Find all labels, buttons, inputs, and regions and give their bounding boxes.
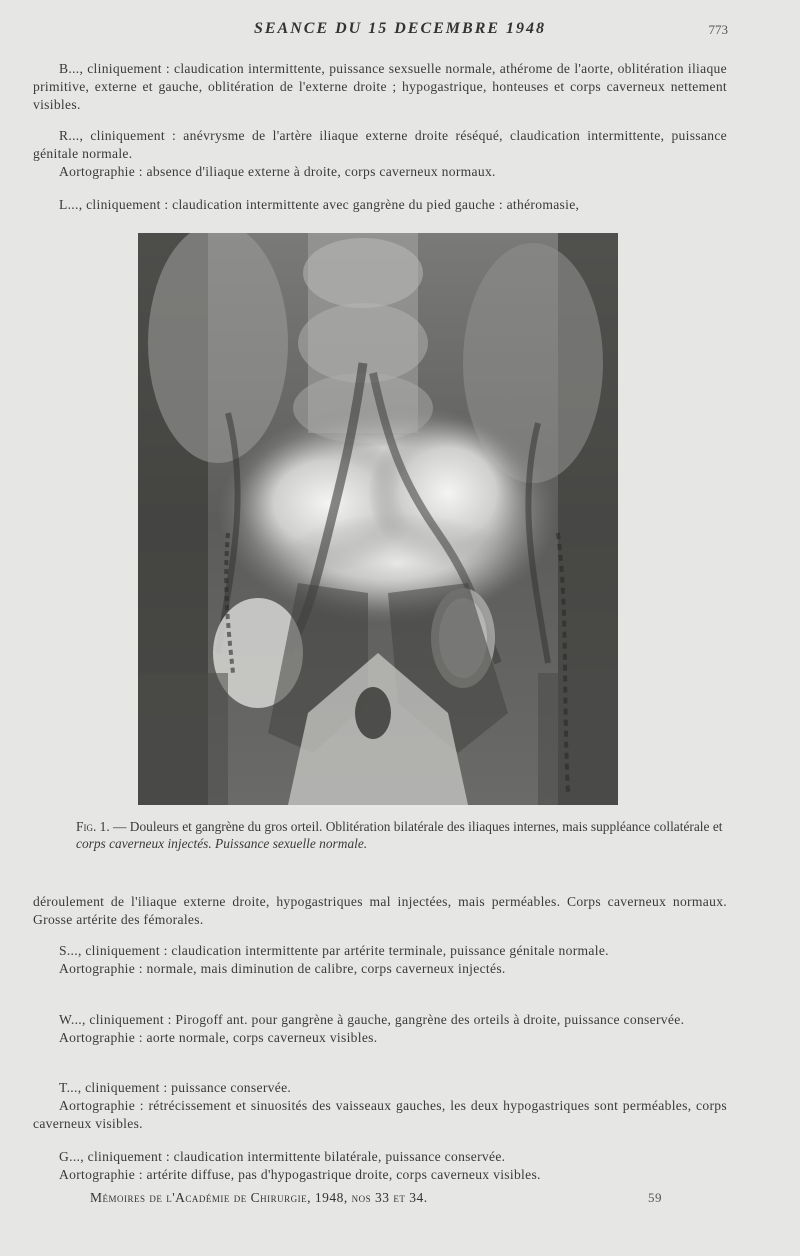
paragraph-w <box>33 1011 727 1047</box>
paragraph-text: G..., cliniquement : claudication intermittente bilatérale, puissance conservée. <box>59 1149 506 1164</box>
paragraph-g <box>33 1148 727 1184</box>
paragraph-text: déroulement de l'iliaque externe droite, hypogastriques mal injectées, mais perméables. Corps caverneux normaux. Grosse artérite des fémorales. <box>33 894 727 927</box>
paragraph-text: L..., cliniquement : claudication intermittente avec gangrène du pied gauche : athéromasie, <box>59 197 580 212</box>
paragraph-continuation <box>33 893 727 929</box>
header-title: SEANCE DU 15 DECEMBRE 1948 <box>253 20 547 37</box>
paragraph-l <box>33 196 727 214</box>
paragraph-r <box>33 127 727 181</box>
paragraph-t <box>33 1079 727 1133</box>
figure-caption <box>76 818 726 852</box>
paragraph-b <box>33 60 727 114</box>
radiograph-image <box>138 233 618 805</box>
caption-text: — Douleurs et gangrène du gros orteil. Oblitération bilatérale des iliaques internes, mais suppléance collatérale et <box>113 819 723 834</box>
paragraph-text: W..., cliniquement : Pirogoff ant. pour gangrène à gauche, gangrène des orteils à droite, puissance conservée. <box>59 1012 685 1027</box>
paragraph-text: T..., cliniquement : puissance conservée. <box>59 1080 292 1095</box>
running-header <box>0 20 800 44</box>
paragraph-text: Aortographie : aorte normale, corps caverneux visibles. <box>59 1030 378 1045</box>
caption-italic-text: corps caverneux injectés. Puissance sexuelle normale. <box>76 836 368 851</box>
figure-label: Fig. 1. <box>76 819 110 834</box>
page-footer <box>90 1190 690 1212</box>
paragraph-text: Aortographie : artérite diffuse, pas d'hypogastrique droite, corps caverneux visibles. <box>59 1167 541 1182</box>
paragraph-text: Aortographie : rétrécissement et sinuosités des vaisseaux gauches, les deux hypogastriques sont perméables, corps caverneux visibles. <box>33 1098 727 1131</box>
paragraph-text: S..., cliniquement : claudication intermittente par artérite terminale, puissance génitale normale. <box>59 943 609 958</box>
paragraph-s <box>33 942 727 978</box>
header-page-number: 773 <box>708 22 728 37</box>
paragraph-text: Aortographie : normale, mais diminution de calibre, corps caverneux injectés. <box>59 961 506 976</box>
paragraph-text: B..., cliniquement : claudication intermittente, puissance sexsuelle normale, athérome de l'aorte, oblitération iliaque primitive, externe et gauche, oblitération de l'externe droite ; hypogastrique, honteuses et corps caverneux nettement visibles. <box>33 61 727 112</box>
footer-page-number: 59 <box>648 1190 662 1205</box>
paragraph-text: R..., cliniquement : anévrysme de l'artère iliaque externe droite réséqué, claudication intermittente, puissance génitale normale. <box>33 128 727 161</box>
paragraph-text: Aortographie : absence d'iliaque externe à droite, corps caverneux normaux. <box>59 164 496 179</box>
footer-journal: Mémoires de l'Académie de Chirurgie, 1948, nos 33 et 34. <box>90 1190 428 1205</box>
aortography-radiograph <box>138 233 618 805</box>
